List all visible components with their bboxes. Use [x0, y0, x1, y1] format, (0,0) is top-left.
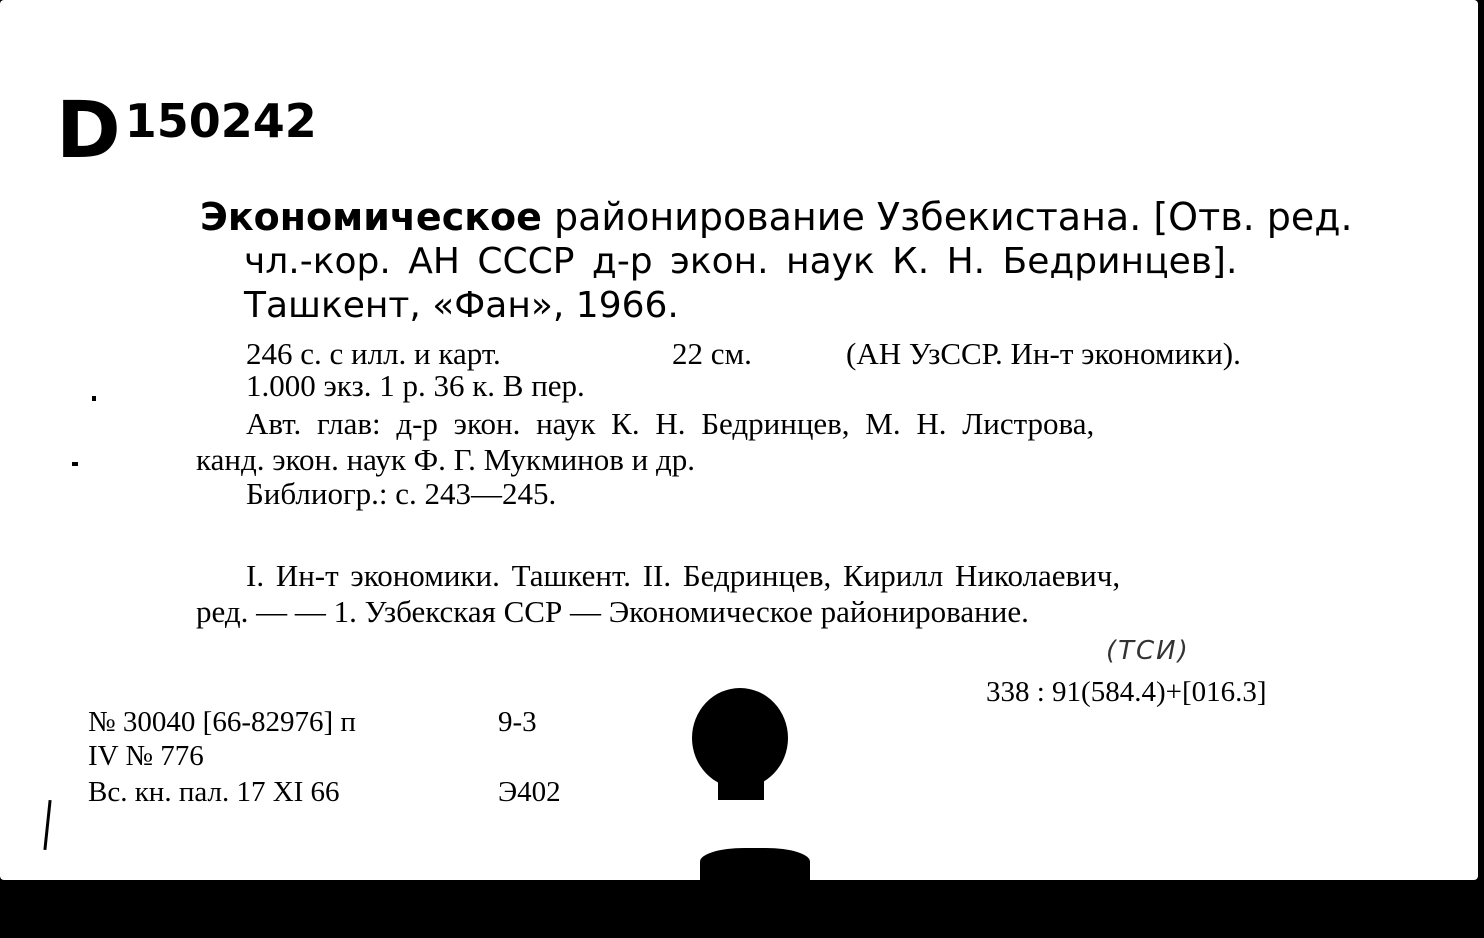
punch-hole-tail	[718, 770, 764, 800]
series-note: (АН УзССР. Ин-т экономики).	[846, 336, 1241, 371]
title-rest: районирование Узбекистана. [Отв. ред.	[553, 195, 1353, 239]
signed-code: Э402	[498, 776, 561, 808]
collation-1: 246 с. с илл. и карт.	[246, 336, 501, 371]
authors-2: канд. экон. наук Ф. Г. Мукминов и др.	[196, 442, 695, 477]
accession-code	[56, 86, 317, 176]
tracing-1: I. Ин-т экономики. Ташкент. II. Бедринцев, Кирилл Николаевич,	[246, 558, 1121, 593]
bibliography: Библиогр.: с. 243—245.	[246, 476, 557, 511]
press-line: IV № 776	[88, 740, 204, 772]
accession-number: 150242	[124, 94, 317, 148]
card-tear	[700, 848, 810, 882]
signed-line: Вс. кн. пал. 17 XI 66	[88, 776, 340, 808]
handwritten-note: (ТСИ)	[1106, 636, 1190, 666]
margin-stroke	[43, 800, 51, 850]
collation-2: 1.000 экз. 1 р. 36 к. В пер.	[246, 368, 585, 403]
title-bold: Экономическое	[200, 195, 542, 239]
authors-1: Авт. глав: д-р экон. наук К. Н. Бедринцев, М. Н. Листрова,	[246, 406, 1095, 441]
accession-prefix: D	[56, 86, 121, 176]
margin-dot	[72, 462, 78, 466]
order-code: 9-3	[498, 706, 537, 738]
classification: 338 : 91(584.4)+[016.3]	[986, 676, 1267, 708]
editor-line: чл.-кор. АН СССР д-р экон. наук К. Н. Бедринцев].	[244, 241, 1238, 282]
title-line	[200, 195, 1353, 239]
tracing-2: ред. — — 1. Узбекская ССР — Экономическое районирование.	[196, 594, 1029, 629]
collation-size: 22 см.	[672, 336, 752, 371]
imprint: Ташкент, «Фан», 1966.	[244, 285, 679, 326]
order-line: № 30040 [66-82976] п	[88, 706, 356, 738]
margin-dot	[92, 396, 96, 401]
